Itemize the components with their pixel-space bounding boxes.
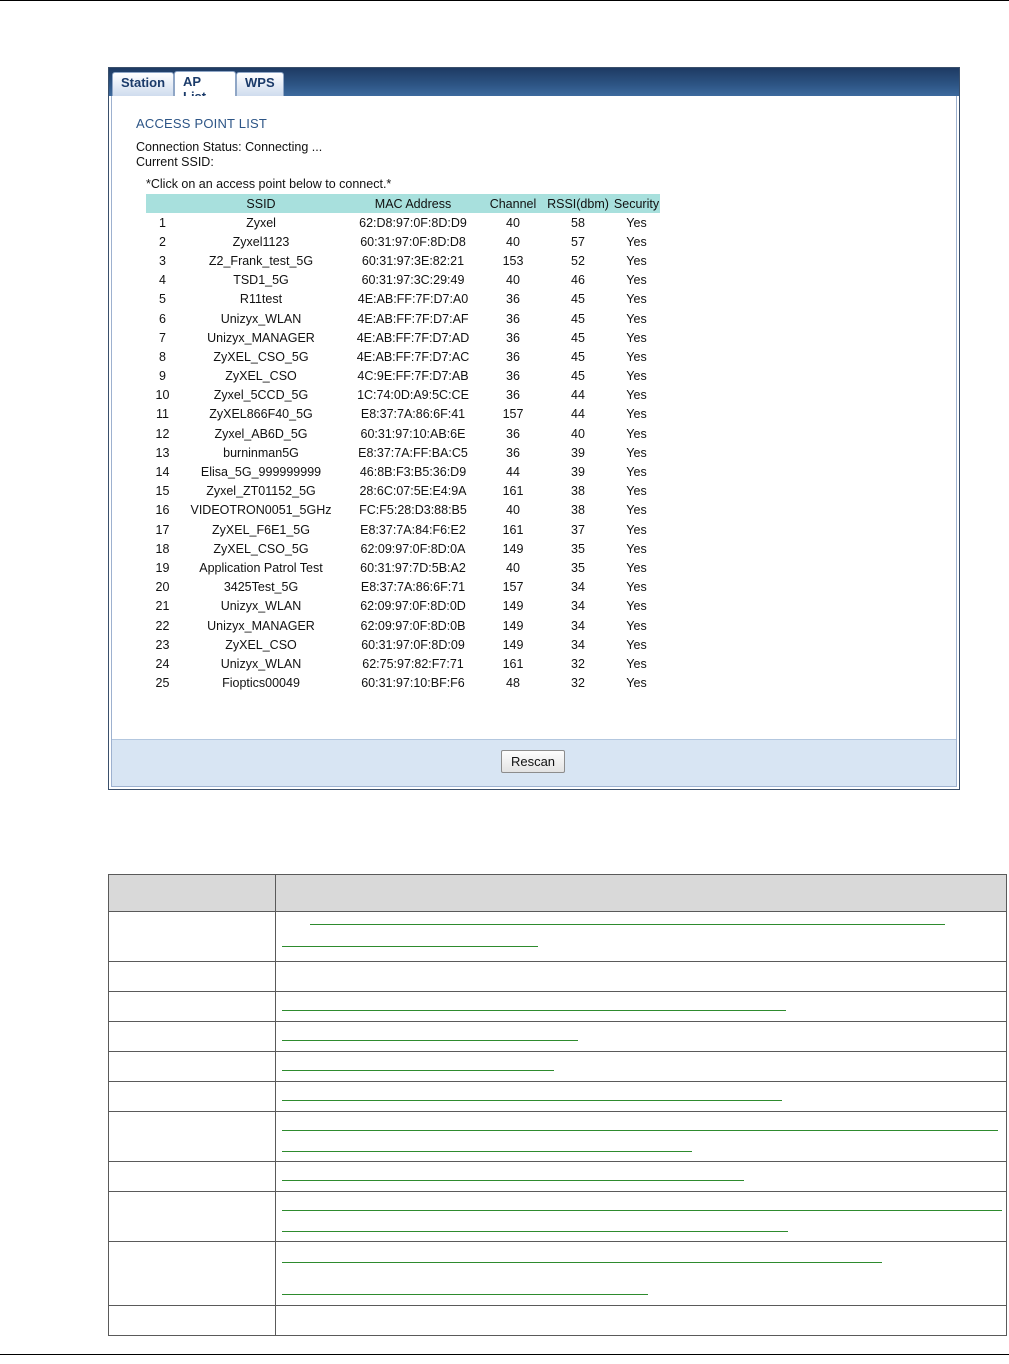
cell-security: Yes [626, 541, 647, 556]
cell-channel: 40 [506, 503, 520, 518]
cell-mac: 60:31:97:0F:8D:D8 [360, 234, 466, 249]
cell-ssid: Z2_Frank_test_5G [208, 253, 314, 268]
cell-index: 23 [155, 637, 170, 652]
cell-channel: 149 [502, 618, 524, 633]
cell-security: Yes [626, 522, 647, 537]
cell-rssi: 32 [571, 676, 585, 691]
cell-index: 1 [159, 215, 166, 230]
cell-index: 13 [155, 445, 170, 460]
access-point-row[interactable] [146, 424, 660, 443]
cell-security: Yes [626, 234, 647, 249]
cell-index: 19 [155, 560, 170, 575]
description-link[interactable] [282, 1210, 1002, 1211]
description-link[interactable] [310, 924, 945, 925]
cell-security: Yes [626, 656, 647, 671]
cell-ssid: Unizyx_WLAN [220, 599, 302, 614]
table-header-row [146, 194, 660, 213]
ap-list-content [111, 96, 957, 787]
col-security-header: Security [613, 194, 660, 213]
cell-index: 2 [159, 234, 166, 249]
description-link[interactable] [282, 1151, 692, 1152]
desc-row [109, 912, 1007, 962]
cell-security: Yes [626, 330, 647, 345]
cell-rssi: 44 [571, 407, 585, 422]
access-point-row[interactable] [146, 386, 660, 405]
cell-mac: 62:09:97:0F:8D:0A [360, 541, 466, 556]
access-point-row[interactable] [146, 251, 660, 270]
top-rule [0, 0, 1009, 1]
cell-rssi: 38 [571, 484, 585, 499]
col-index-header [146, 194, 179, 213]
cell-security: Yes [626, 426, 647, 441]
cell-mac: FC:F5:28:D3:88:B5 [359, 503, 467, 518]
cell-mac: 60:31:97:3E:82:21 [361, 253, 465, 268]
cell-mac: 4E:AB:FF:7F:D7:A0 [357, 292, 469, 307]
desc-header-row [109, 875, 1007, 912]
cell-mac: 60:31:97:10:BF:F6 [361, 676, 465, 691]
cell-security: Yes [626, 349, 647, 364]
cell-rssi: 46 [571, 273, 585, 288]
access-point-row[interactable] [146, 462, 660, 481]
cell-rssi: 39 [571, 465, 585, 480]
cell-rssi: 45 [571, 311, 585, 326]
cell-ssid: ZyXEL_F6E1_5G [212, 522, 310, 537]
cell-rssi: 45 [571, 292, 585, 307]
cell-mac: 46:8B:F3:B5:36:D9 [359, 465, 467, 480]
desc-row [109, 1082, 1007, 1112]
access-point-row[interactable] [146, 674, 660, 693]
cell-index: 9 [159, 369, 166, 384]
cell-channel: 40 [506, 234, 520, 249]
description-link[interactable] [282, 1180, 744, 1181]
cell-rssi: 45 [571, 369, 585, 384]
description-link[interactable] [282, 1040, 578, 1041]
cell-rssi: 35 [571, 560, 585, 575]
access-point-row[interactable] [146, 539, 660, 558]
access-point-row[interactable] [146, 443, 660, 462]
cell-mac: 4E:AB:FF:7F:D7:AD [356, 330, 470, 345]
cell-channel: 36 [506, 445, 520, 460]
access-point-row[interactable] [146, 578, 660, 597]
cell-mac: 62:D8:97:0F:8D:D9 [359, 215, 467, 230]
cell-ssid: Zyxel_5CCD_5G [213, 388, 309, 403]
cell-ssid: Unizyx_WLAN [220, 656, 302, 671]
description-link[interactable] [282, 1070, 554, 1071]
cell-mac: 60:31:97:0F:8D:09 [361, 637, 465, 652]
cell-security: Yes [626, 407, 647, 422]
cell-ssid: Unizyx_MANAGER [207, 618, 315, 633]
cell-rssi: 58 [571, 215, 585, 230]
cell-security: Yes [626, 676, 647, 691]
cell-rssi: 34 [571, 599, 585, 614]
cell-security: Yes [626, 465, 647, 480]
cell-rssi: 34 [571, 580, 585, 595]
cell-channel: 48 [506, 676, 520, 691]
cell-ssid: ZyXEL_CSO_5G [213, 541, 309, 556]
cell-security: Yes [626, 273, 647, 288]
cell-ssid: burninman5G [223, 445, 299, 460]
cell-channel: 161 [502, 656, 524, 671]
cell-channel: 157 [502, 407, 524, 422]
cell-mac: E8:37:7A:FF:BA:C5 [358, 445, 468, 460]
access-point-row[interactable] [146, 520, 660, 539]
access-point-row[interactable] [146, 213, 660, 232]
cell-channel: 36 [506, 349, 520, 364]
cell-rssi: 38 [571, 503, 585, 518]
description-link[interactable] [282, 946, 538, 947]
access-point-row[interactable] [146, 328, 660, 347]
cell-security: Yes [626, 253, 647, 268]
cell-index: 4 [159, 273, 166, 288]
cell-ssid: Zyxel_AB6D_5G [214, 426, 308, 441]
cell-mac: E8:37:7A:84:F6:E2 [360, 522, 466, 537]
access-point-row[interactable] [146, 347, 660, 366]
cell-mac: 28:6C:07:5E:E4:9A [359, 484, 467, 499]
cell-mac: E8:37:7A:86:6F:41 [360, 407, 466, 422]
cell-ssid: Zyxel1123 [232, 234, 290, 249]
cell-index: 12 [155, 426, 170, 441]
cell-mac: E8:37:7A:86:6F:71 [360, 580, 466, 595]
cell-channel: 40 [506, 560, 520, 575]
cell-rssi: 37 [571, 522, 585, 537]
cell-rssi: 34 [571, 637, 585, 652]
ap-list-panel [108, 67, 960, 790]
cell-ssid: ZyXEL_CSO [225, 637, 297, 652]
section-title: ACCESS POINT LIST [136, 116, 268, 131]
cell-index: 10 [155, 388, 170, 403]
cell-rssi: 34 [571, 618, 585, 633]
cell-ssid: ZyXEL866F40_5G [209, 407, 313, 422]
cell-security: Yes [626, 311, 647, 326]
cell-index: 20 [155, 580, 170, 595]
cell-channel: 157 [502, 580, 524, 595]
cell-mac: 1C:74:0D:A9:5C:CE [357, 388, 469, 403]
cell-security: Yes [626, 445, 647, 460]
cell-index: 7 [159, 330, 166, 345]
tab-bar [109, 68, 959, 96]
cell-rssi: 39 [571, 445, 585, 460]
description-link[interactable] [282, 1010, 786, 1011]
cell-index: 3 [159, 253, 166, 268]
cell-mac: 4C:9E:FF:7F:D7:AB [357, 369, 469, 384]
description-link[interactable] [282, 1231, 788, 1232]
connect-hint: *Click on an access point below to connect.* [146, 177, 392, 191]
cell-rssi: 45 [571, 330, 585, 345]
cell-security: Yes [626, 580, 647, 595]
col-ssid-header: SSID [179, 194, 343, 213]
bottom-rule [0, 1354, 1009, 1355]
cell-ssid: Zyxel [246, 215, 276, 230]
cell-channel: 149 [502, 599, 524, 614]
cell-channel: 36 [506, 388, 520, 403]
cell-channel: 36 [506, 369, 520, 384]
cell-ssid: Unizyx_WLAN [220, 311, 302, 326]
cell-security: Yes [626, 484, 647, 499]
cell-channel: 153 [502, 253, 524, 268]
cell-channel: 44 [506, 465, 520, 480]
cell-channel: 36 [506, 292, 520, 307]
cell-mac: 60:31:97:7D:5B:A2 [360, 560, 466, 575]
access-point-row[interactable] [146, 635, 660, 654]
cell-channel: 161 [502, 522, 524, 537]
button-bar [112, 739, 956, 786]
cell-rssi: 45 [571, 349, 585, 364]
col-mac-header: MAC Address [343, 194, 483, 213]
cell-index: 15 [155, 484, 170, 499]
cell-ssid: Application Patrol Test [199, 560, 323, 575]
access-point-row[interactable] [146, 597, 660, 616]
cell-mac: 62:75:97:82:F7:71 [362, 656, 464, 671]
desc-header-label [109, 875, 276, 912]
cell-mac: 62:09:97:0F:8D:0B [360, 618, 466, 633]
desc-row [109, 1192, 1007, 1242]
desc-row [109, 1052, 1007, 1082]
access-point-row[interactable] [146, 367, 660, 386]
cell-mac: 62:09:97:0F:8D:0D [360, 599, 466, 614]
col-channel-header: Channel [483, 194, 543, 213]
cell-security: Yes [626, 560, 647, 575]
tab-ap-list[interactable]: AP [174, 71, 236, 97]
cell-ssid: VIDEOTRON0051_5GHz [190, 503, 332, 518]
cell-index: 11 [156, 407, 169, 422]
desc-row [109, 1022, 1007, 1052]
access-point-row[interactable] [146, 405, 660, 424]
desc-row [109, 1242, 1007, 1306]
description-link[interactable] [282, 1294, 648, 1295]
desc-row [109, 1162, 1007, 1192]
access-point-row[interactable] [146, 558, 660, 577]
access-point-row[interactable] [146, 482, 660, 501]
cell-index: 16 [155, 503, 170, 518]
cell-channel: 161 [502, 484, 524, 499]
description-link[interactable] [282, 1100, 782, 1101]
cell-mac: 4E:AB:FF:7F:D7:AC [356, 349, 470, 364]
cell-mac: 4E:AB:FF:7F:D7:AF [357, 311, 469, 326]
col-rssi-header: RSSI(dbm) [543, 194, 613, 213]
cell-security: Yes [626, 503, 647, 518]
connection-status: Connection Status: Connecting ... [136, 140, 323, 154]
access-point-row[interactable] [146, 501, 660, 520]
cell-ssid: R11test [239, 292, 283, 307]
current-ssid: Current SSID: [136, 155, 214, 169]
cell-index: 21 [155, 599, 170, 614]
desc-header-description [276, 875, 1007, 912]
desc-row [109, 962, 1007, 992]
cell-channel: 149 [502, 541, 524, 556]
tab-wps[interactable]: WPS [236, 72, 284, 96]
cell-ssid: TSD1_5G [233, 273, 289, 288]
desc-row [109, 1306, 1007, 1336]
cell-security: Yes [626, 599, 647, 614]
cell-ssid: Unizyx_MANAGER [207, 330, 315, 345]
description-link[interactable] [282, 1130, 998, 1131]
cell-rssi: 32 [571, 656, 585, 671]
cell-index: 8 [159, 349, 166, 364]
cell-channel: 36 [506, 330, 520, 345]
cell-ssid: ZyXEL_CSO [225, 369, 297, 384]
cell-index: 25 [155, 676, 170, 691]
tab-station[interactable]: Station [112, 72, 174, 96]
cell-mac: 60:31:97:10:AB:6E [360, 426, 466, 441]
cell-security: Yes [626, 637, 647, 652]
cell-channel: 40 [506, 273, 520, 288]
cell-channel: 36 [506, 311, 520, 326]
cell-index: 17 [155, 522, 170, 537]
access-point-row[interactable] [146, 290, 660, 309]
access-point-row[interactable] [146, 232, 660, 251]
access-point-row[interactable] [146, 654, 660, 673]
cell-security: Yes [626, 292, 647, 307]
cell-index: 22 [155, 618, 170, 633]
cell-mac: 60:31:97:3C:29:49 [361, 273, 465, 288]
cell-channel: 40 [506, 215, 520, 230]
cell-index: 24 [155, 656, 170, 671]
cell-security: Yes [626, 369, 647, 384]
access-point-row[interactable] [146, 616, 660, 635]
cell-index: 5 [159, 292, 166, 307]
cell-rssi: 44 [571, 388, 585, 403]
cell-ssid: Zyxel_ZT01152_5G [206, 484, 316, 499]
cell-security: Yes [626, 388, 647, 403]
access-point-rows [146, 213, 660, 693]
rescan-button[interactable]: Rescan [501, 750, 565, 773]
desc-row [109, 1112, 1007, 1162]
cell-index: 6 [159, 311, 166, 326]
access-point-table [146, 194, 660, 693]
cell-ssid: 3425Test_5G [223, 580, 299, 595]
cell-rssi: 57 [571, 234, 585, 249]
cell-index: 18 [155, 541, 170, 556]
cell-channel: 149 [502, 637, 524, 652]
access-point-row[interactable] [146, 271, 660, 290]
cell-rssi: 35 [571, 541, 585, 556]
cell-security: Yes [626, 618, 647, 633]
field-description-table [108, 874, 1007, 1336]
access-point-row[interactable] [146, 309, 660, 328]
status-block [136, 140, 322, 170]
cell-ssid: Fioptics00049 [222, 676, 300, 691]
cell-ssid: ZyXEL_CSO_5G [213, 349, 309, 364]
description-link[interactable] [282, 1262, 882, 1263]
cell-security: Yes [626, 215, 647, 230]
cell-index: 14 [155, 465, 170, 480]
cell-rssi: 52 [571, 253, 585, 268]
cell-ssid: Elisa_5G_999999999 [200, 465, 322, 480]
desc-row [109, 992, 1007, 1022]
cell-channel: 36 [506, 426, 520, 441]
cell-rssi: 40 [571, 426, 585, 441]
